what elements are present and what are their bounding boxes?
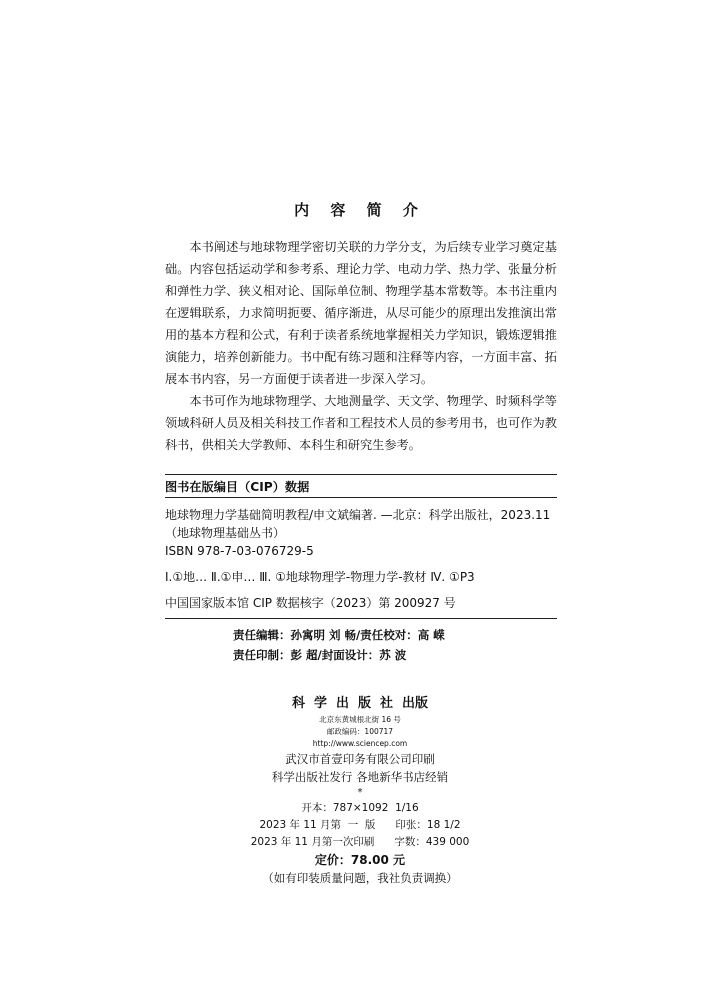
separator-star: *	[357, 787, 363, 798]
cip-classification: Ⅰ.①地… Ⅱ.①申… Ⅲ. ①地球物理学-物理力学-教材 Ⅳ. ①P3	[165, 570, 475, 584]
quality-note: （如有印装质量问题，我社负责调换）	[262, 871, 458, 885]
cip-isbn: ISBN 978-7-03-076729-5	[165, 544, 314, 558]
publisher-postcode: 邮政编码：100717	[326, 727, 394, 736]
summary-title: 内 容 简 介	[294, 201, 426, 219]
publisher-address: 北京东黄城根北街 16 号	[319, 715, 401, 724]
cip-bottom-rule	[165, 618, 557, 619]
publisher-website: http://www.sciencep.com	[312, 739, 408, 748]
publisher-name: 科学出版社	[291, 696, 402, 711]
distribution-line: 科学出版社发行 各地新华书店经销	[271, 770, 449, 784]
production-credits: 责任印制：彭 超/封面设计：苏 波	[233, 648, 407, 662]
editor-credits: 责任编辑：孙寓明 刘 畅/责任校对：高 嵘	[233, 628, 445, 642]
cip-block	[165, 474, 557, 619]
publisher-suffix: 出版	[402, 696, 429, 711]
credits-block	[165, 625, 557, 665]
colophon	[160, 694, 560, 887]
summary-paragraph: 本书阐述与地球物理学密切关联的力学分支，为后续专业学习奠定基础。内容包括运动学和参考系、理论力学、电动力学、热力学、张量分析和弹性力学、狭义相对论、国际单位制、物理学基本常数等。本书注重内在逻辑联系，力求简明扼要、循序渐进，从尽可能少的原理出发推演出常用的基本方程和公式，有利于读者系统地掌握相关力学知识，锻炼逻辑推演能力，培养创新能力。书中配有练习题和注释等内容，一方面丰富、拓展本书内容，另一方面便于读者进一步深入学习。	[165, 240, 557, 386]
cip-heading: 图书在版编目（CIP）数据	[165, 480, 310, 494]
format-line: 开本：787×1092 1/16	[301, 802, 419, 814]
publisher-line	[160, 694, 560, 714]
summary-body	[165, 236, 557, 456]
cip-library-record: 中国国家版本馆 CIP 数据核字（2023）第 200927 号	[165, 596, 456, 610]
printer-line: 武汉市首壹印务有限公司印刷	[285, 752, 435, 766]
cip-top-rule	[165, 474, 557, 475]
printing-line: 2023 年 11 月第一次印刷 字数：439 000	[250, 836, 470, 848]
cip-record-line: 地球物理力学基础简明教程/申文斌编著. —北京：科学出版社，2023.11	[165, 508, 551, 522]
summary-paragraph: 本书可作为地球物理学、大地测量学、天文学、物理学、时频科学等领域科研人员及相关科技工作者和工程技术人员的参考用书，也可作为教科书，供相关大学教师、本科生和研究生参考。	[165, 394, 557, 452]
cip-record-line: （地球物理基础丛书）	[165, 526, 286, 540]
edition-line: 2023 年 11 月第 一 版 印张：18 1/2	[259, 819, 461, 831]
price-line: 定价：78.00 元	[314, 853, 406, 867]
